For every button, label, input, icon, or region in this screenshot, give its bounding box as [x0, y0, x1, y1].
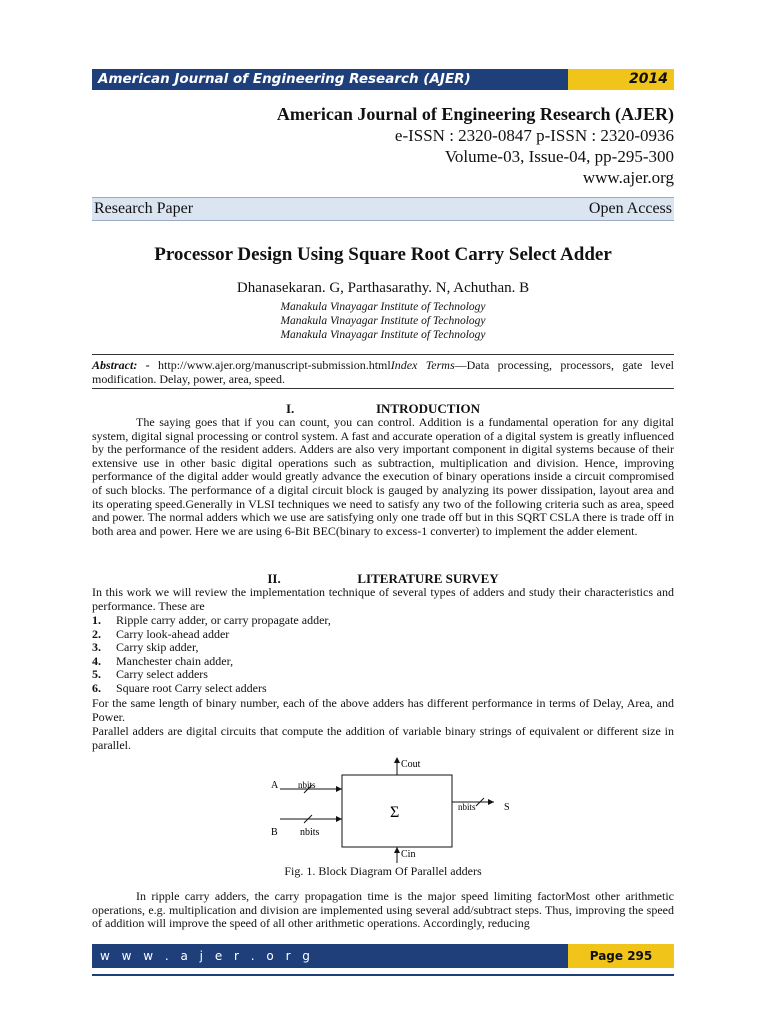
- footer-website[interactable]: w w w . a j e r . o r g: [92, 944, 568, 968]
- header-journal-name: American Journal of Engineering Research (AJER): [92, 69, 568, 90]
- a-label: A: [271, 780, 279, 791]
- b-label: B: [271, 827, 278, 838]
- journal-volume: Volume-03, Issue-04, pp-295-300: [444, 147, 674, 166]
- paper-type: Research Paper: [94, 200, 194, 217]
- paper-type-bar: [92, 197, 674, 221]
- list-item: 2. Carry look-ahead adder: [92, 626, 230, 641]
- divider: [92, 354, 674, 355]
- journal-issn: e-ISSN : 2320-0847 p-ISSN : 2320-0936: [394, 126, 674, 145]
- index-terms-label: Index Terms: [390, 358, 455, 372]
- s-arrow: [488, 799, 494, 805]
- access-type: Open Access: [588, 200, 672, 217]
- journal-info: [277, 104, 674, 188]
- adder-list: [92, 614, 674, 696]
- list-item: 4. Manchester chain adder,: [92, 653, 234, 668]
- abstract: [92, 358, 674, 386]
- list-item: 5. Carry select adders: [92, 667, 208, 682]
- divider: [92, 388, 674, 389]
- b-nbits: nbits: [300, 827, 320, 838]
- s-nbits: nbits: [458, 802, 476, 812]
- section-title: INTRODUCTION: [375, 401, 480, 416]
- running-header: [92, 69, 674, 90]
- a-nbits: nbits: [298, 780, 316, 790]
- literature-para-2: For the same length of binary number, each of the above adders has different performance in terms of Delay, Area, and Power.: [92, 696, 674, 724]
- cin-label: Cin: [401, 849, 416, 860]
- abstract-label: Abstract: -: [92, 358, 150, 372]
- cout-arrow: [394, 757, 400, 763]
- journal-title: American Journal of Engineering Research (AJER): [276, 104, 674, 124]
- header-year: 2014: [568, 69, 674, 90]
- s-label: S: [504, 802, 510, 813]
- section-number: II.: [267, 571, 281, 586]
- abstract-text: —Data processing, processors, gate level modification. Delay, power, area, speed.: [92, 358, 674, 386]
- sigma-symbol: Σ: [390, 804, 400, 821]
- page-footer: [92, 944, 674, 968]
- affiliation: Manakula Vinayagar Institute of Technology: [280, 301, 486, 313]
- section-number: I.: [285, 401, 295, 416]
- journal-website[interactable]: www.ajer.org: [582, 168, 674, 187]
- intro-paragraph: The saying goes that if you can count, you can control. Addition is a fundamental operation for any digital system, digital signal processing or control system. A fast and accurate operation of a digital system is greatly influenced by the performance of the resident adders. Adders are also very important component in digital systems because of their extensive use in other basic digital operations such as subtraction, multiplication and division. Hence, improving performance of the digital adder would greatly advance the execution of binary operations inside a circuit compromised of such blocks. The performance of a digital circuit block is gauged by analyzing its power dissipation, layout area and its operating speed.Generally in VLSI techniques we need to satisfy any two of the following criteria such as area, speed and power. The normal adders which we use are satisfying only one trade off but in this SQRT CSLA there is trade off in both area and power. Here we are using 6-Bit BEC(binary to excess-1 converter) to implement the adder element.: [92, 415, 674, 538]
- affiliation: Manakula Vinayagar Institute of Technology: [280, 315, 486, 327]
- b-arrow: [336, 816, 342, 822]
- literature-para-3: Parallel adders are digital circuits that compute the addition of variable binary strings of equivalent or different size in parallel.: [92, 724, 674, 752]
- paper-title: Processor Design Using Square Root Carry Select Adder: [154, 244, 612, 265]
- page-number: Page 295: [568, 944, 674, 968]
- cin-arrow: [394, 847, 400, 853]
- section-title: LITERATURE SURVEY: [357, 571, 499, 586]
- authors: Dhanasekaran. G, Parthasarathy. N, Achuthan. B: [236, 280, 530, 296]
- ripple-carry-paragraph: In ripple carry adders, the carry propagation time is the major speed limiting factorMost other arithmetic operations, e.g. multiplication and division are implemented using several add/subtract steps. Thus, improving the speed of addition will improve the speed of all other arithmetic operations. Accordingly, reducing: [92, 889, 674, 931]
- affiliation: Manakula Vinayagar Institute of Technology: [280, 329, 486, 341]
- a-arrow: [336, 786, 342, 792]
- parallel-adder-diagram: [262, 757, 522, 865]
- list-item: 1. Ripple carry adder, or carry propagate adder,: [92, 613, 331, 627]
- literature-intro: In this work we will review the implementation technique of several types of adders and study their characteristics and performance. These are: [92, 585, 674, 613]
- abstract-url[interactable]: http://www.ajer.org/manuscript-submission.html: [149, 358, 391, 372]
- cout-label: Cout: [401, 759, 421, 770]
- list-item: 3. Carry skip adder,: [92, 640, 199, 655]
- footer-rule: [92, 974, 674, 976]
- figure-caption: Fig. 1. Block Diagram Of Parallel adders: [284, 864, 482, 878]
- list-item: 6. Square root Carry select adders: [92, 680, 267, 695]
